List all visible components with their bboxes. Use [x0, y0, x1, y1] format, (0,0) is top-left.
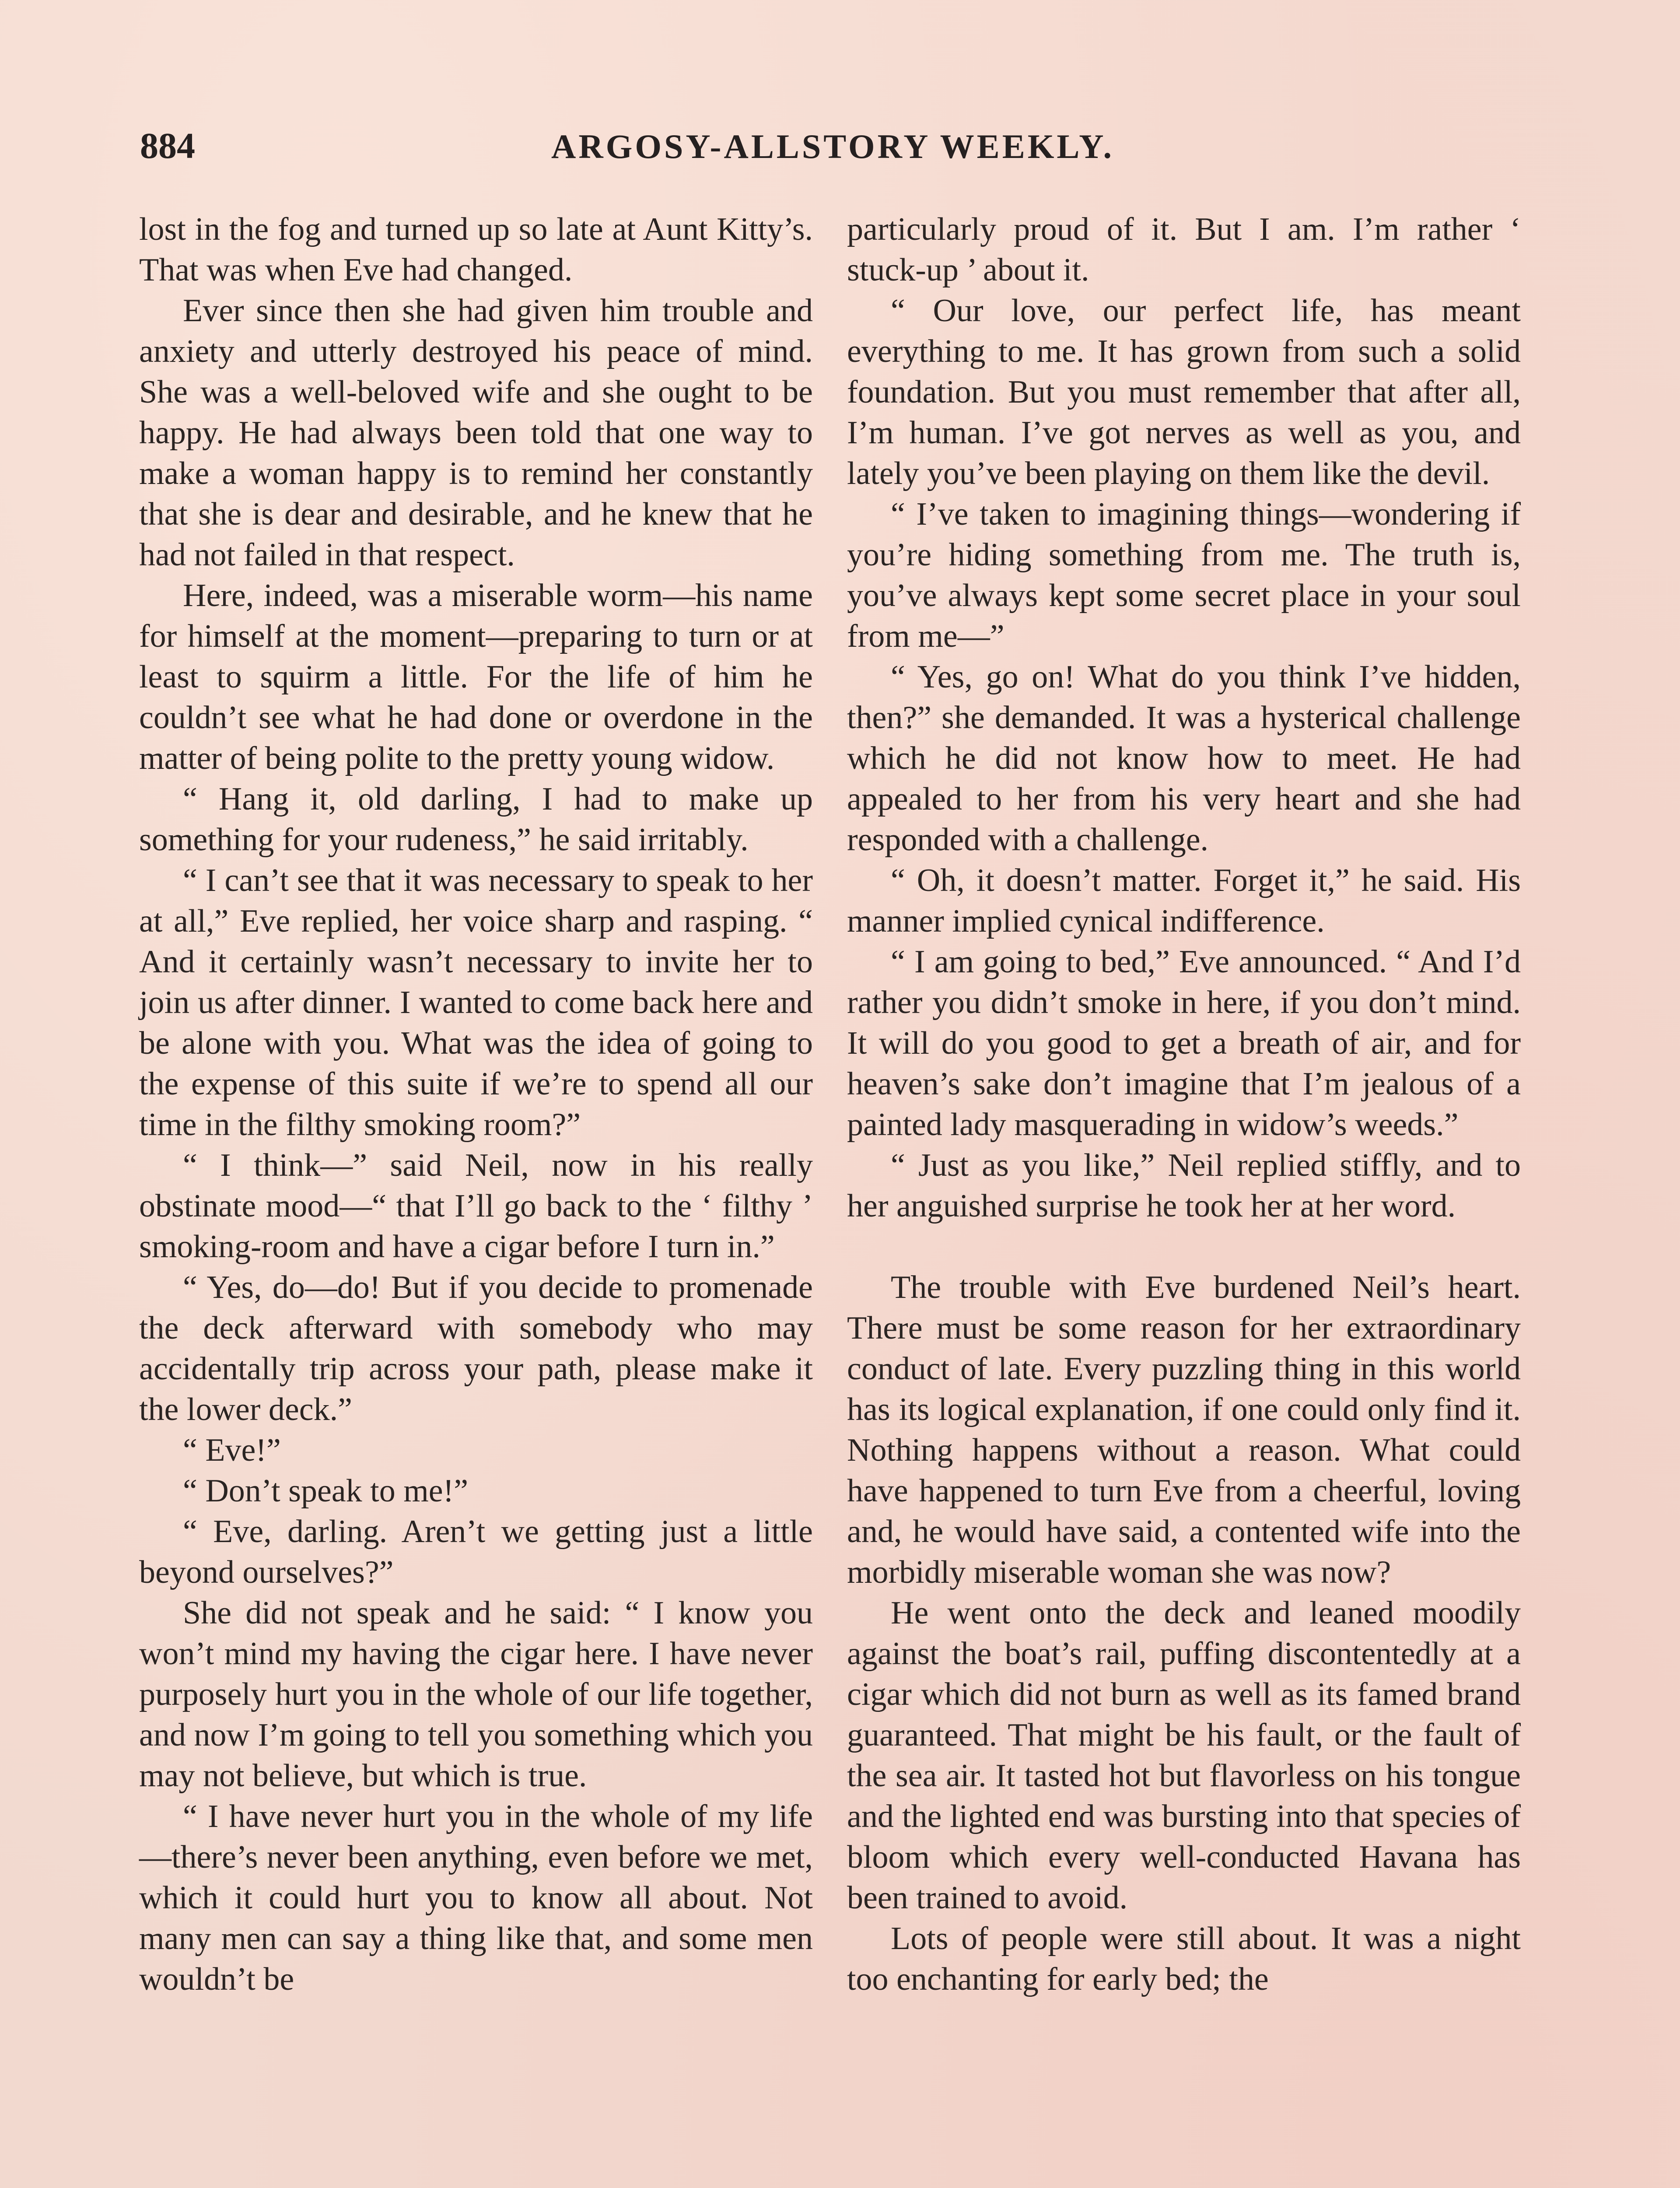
paragraph: “ Hang it, old darling, I had to make up something for your rudeness,” he said irritably.	[139, 781, 813, 858]
paragraph: She did not speak and he said: “ I know you won’t mind my having the cigar here. I have never purposely hurt you in the whole of our life together, and now I’m going to tell you something which you may not believe, but which is true.	[139, 1595, 813, 1794]
paragraph: “ Eve!”	[183, 1432, 281, 1468]
section-start-paragraph: The trouble with Eve burdened Neil’s heart. There must be some reason for her extraordinary conduct of late. Every puzzling thing in this world has its logical explanation, if one could only find it. Nothing happens without a reason. What could have happened to turn Eve from a cheerful, loving and, he would have said, a contented wife into the morbidly miserable woman she was now?	[847, 1269, 1521, 1590]
paragraph: lost in the fog and turned up so late at Aunt Kitty’s. That was when Eve had changed.	[139, 211, 813, 288]
paragraph: “ Our love, our perfect life, has meant everything to me. It has grown from such a solid foundation. But you must remember that after all, I’m human. I’ve got nerves as well as you, and lately you’ve been playing on them like the devil.	[847, 293, 1521, 491]
paragraph: particularly proud of it. But I am. I’m rather ‘ stuck-up ’ about it.	[847, 211, 1521, 288]
paragraph: “ I am going to bed,” Eve announced. “ And I’d rather you didn’t smoke in here, if you don’t mind. It will do you good to get a breath of air, and for heaven’s sake don’t imagine that I’m jealous of a painted lady masquerading in widow’s weeds.”	[847, 944, 1521, 1143]
paragraph: “ Don’t speak to me!”	[183, 1473, 469, 1509]
paragraph: Ever since then she had given him trouble and anxiety and utterly destroyed his peace of mind. She was a well-beloved wife and she ought to be happy. He had always been told that one way to make a woman happy is to remind her constantly that she is dear and desirable, and he knew that he had not failed in that respect.	[139, 293, 813, 573]
paragraph: He went onto the deck and leaned moodily against the boat’s rail, puffing discontentedly at a cigar which did not burn as well as its famed brand guaranteed. That might be his fault, or the fault of the sea air. It tasted hot but flavorless on his tongue and the lighted end was bursting into that species of bloom which every well-conducted Havana has been trained to avoid.	[847, 1595, 1521, 1916]
paragraph: “ I have never hurt you in the whole of my life—there’s never been anything, even before we met, which it could hurt you to know all about. Not many men can say a thing like that, and some men wouldn’t be	[139, 1799, 813, 1997]
paragraph: “ Just as you like,” Neil replied stiffly, and to her anguished surprise he took her at her word.	[847, 1147, 1521, 1224]
paragraph: “ I think—” said Neil, now in his really obstinate mood—“ that I’ll go back to the ‘ filthy ’ smoking-room and have a cigar before I turn in.”	[139, 1147, 813, 1265]
right-column	[847, 209, 1521, 2000]
paragraph: “ I’ve taken to imagining things—wondering if you’re hiding something from me. The truth is, you’ve always kept some secret place in your soul from me—”	[847, 496, 1521, 654]
paragraph: Here, indeed, was a miserable worm—his name for himself at the moment—preparing to turn or at least to squirm a little. For the life of him he couldn’t see what he had done or overdone in the matter of being polite to the pretty young widow.	[139, 578, 813, 776]
paragraph: “ Eve, darling. Aren’t we getting just a little beyond ourselves?”	[139, 1514, 813, 1590]
paragraph: “ Yes, do—do! But if you decide to promenade the deck afterward with somebody who may accidentally trip across your path, please make it the lower deck.”	[139, 1269, 813, 1427]
running-head: ARGOSY-ALLSTORY WEEKLY.	[551, 127, 1114, 165]
page-number: 884	[140, 126, 195, 166]
paragraph: “ Yes, go on! What do you think I’ve hidden, then?” she demanded. It was a hysterical challenge which he did not know how to meet. He had appealed to her from his very heart and she had responded with a challenge.	[847, 659, 1521, 858]
paragraph: “ I can’t see that it was necessary to speak to her at all,” Eve replied, her voice sharp and rasping. “ And it certainly wasn’t necessary to invite her to join us after dinner. I wanted to come back here and be alone with you. What was the idea of going to the expense of this suite if we’re to spend all our time in the filthy smoking room?”	[139, 863, 813, 1143]
left-column	[139, 209, 813, 2000]
paragraph: “ Oh, it doesn’t matter. Forget it,” he said. His manner implied cynical indifference.	[847, 863, 1521, 939]
paragraph: Lots of people were still about. It was a night too enchanting for early bed; the	[847, 1921, 1521, 1997]
